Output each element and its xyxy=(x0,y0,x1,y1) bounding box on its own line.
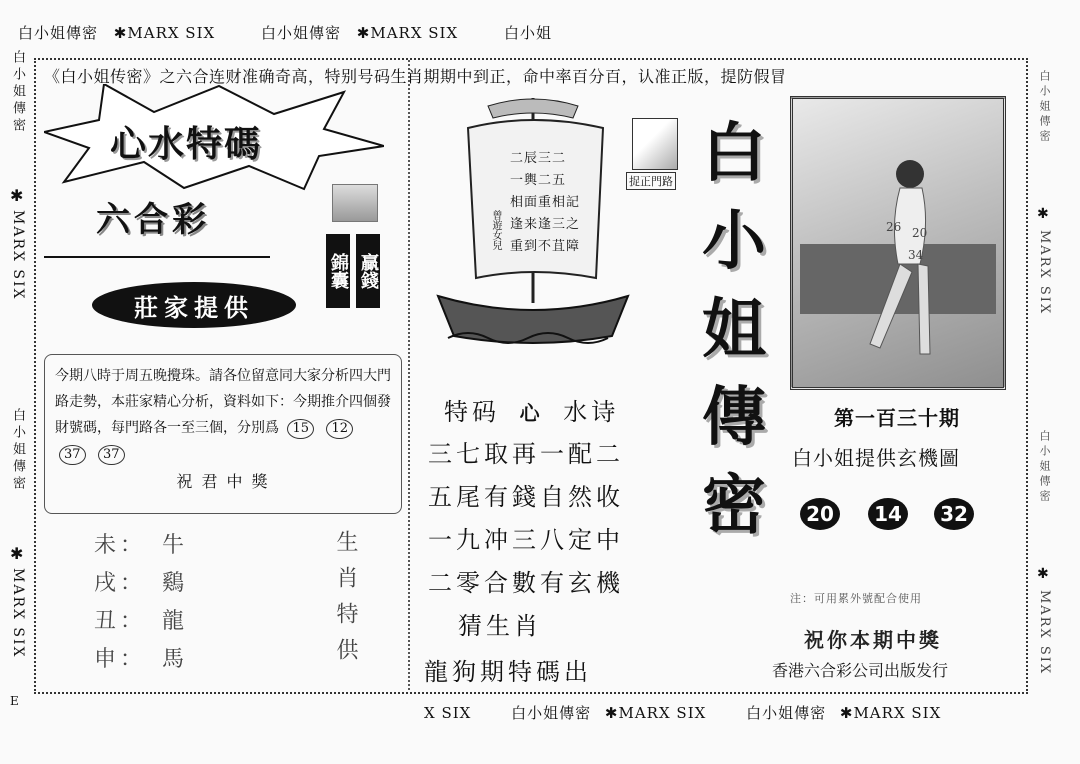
ship-side-note: 曾遊女兒 xyxy=(490,210,501,250)
right-wish: 祝你本期中獎 xyxy=(804,628,942,652)
side-label: 生肖特供 xyxy=(333,530,358,674)
colon: ： xyxy=(120,609,143,634)
right-vertical-en-bottom: MARX SIX xyxy=(1037,590,1052,676)
banner-text: MARX SIX xyxy=(618,704,707,722)
top-banner xyxy=(18,22,552,43)
tagline: 《白小姐传密》之六合连财准确奇高，特别号码生肖期期中到正，命中率百分百，认准正版，提防假冒 xyxy=(44,67,787,86)
number-circle: 15 xyxy=(287,419,314,439)
left-rule xyxy=(44,256,270,258)
corner-mark: E xyxy=(10,694,19,708)
number-circle: 12 xyxy=(326,419,353,439)
number-ball: 32 xyxy=(934,498,974,530)
poem-answer: 龍狗期特碼出 xyxy=(424,658,592,686)
asterisk-icon: ✱ xyxy=(10,544,24,563)
ship-poem-line: 二辰三二 xyxy=(510,151,567,166)
bottom-banner xyxy=(424,702,941,723)
animal: 牛 xyxy=(162,533,185,558)
notice-text: 今期八時于周五晚攪珠。請各位留意同大家分析四大門路走勢，本莊家精心分析，資料如下：今期推介四個發財號碼，每門路各一至三個，分別爲 xyxy=(55,368,391,436)
left-vertical-cn-bottom: 白小姐傳密 xyxy=(10,408,25,493)
photo-figure xyxy=(800,104,996,382)
poem-title-2: 心 xyxy=(519,401,544,425)
star-title: 心水特碼 xyxy=(110,124,263,165)
issue-label: 第一百三十期 xyxy=(834,406,960,430)
banner-text: MARX SIX xyxy=(853,704,942,722)
right-vertical-en-top: MARX SIX xyxy=(1037,230,1052,316)
right-vertical-cn-bottom: 白小姐傳密 xyxy=(1038,430,1051,505)
stamp-label: 捉正門路 xyxy=(626,172,676,190)
zodiac-list xyxy=(94,528,184,680)
left-vertical-en-bottom: MARX SIX xyxy=(10,568,26,659)
left-panel-divider xyxy=(408,60,410,690)
left-vertical-en-top: MARX SIX xyxy=(10,210,26,301)
branch: 申 xyxy=(94,647,117,672)
provider-label: 莊家提供 xyxy=(134,292,254,322)
duck-image xyxy=(332,184,378,222)
asterisk-icon: ✱ xyxy=(1037,206,1049,222)
left-vertical-cn-top: 白小姐傳密 xyxy=(10,50,25,135)
animal: 鷄 xyxy=(162,571,185,596)
banner-text: 白小姐 xyxy=(503,24,552,42)
publisher: 香港六合彩公司出版发行 xyxy=(772,661,949,680)
number-circle: 37 xyxy=(98,445,125,465)
number-ball: 20 xyxy=(800,498,840,530)
zodiac-row xyxy=(94,604,184,642)
banner-text: MARX SIX xyxy=(127,24,216,42)
banner-text: 白小姐傳密 xyxy=(746,704,827,722)
lottery-name: 六合彩 xyxy=(96,200,210,240)
colon: ： xyxy=(120,571,143,596)
poem-line: 五尾有錢自然收 xyxy=(428,483,624,511)
zodiac-row xyxy=(94,566,184,604)
notice-body xyxy=(55,363,391,467)
ship-poem-line: 逢来逢三之 xyxy=(510,217,581,232)
zodiac-row xyxy=(94,642,184,680)
ship-poem xyxy=(510,148,580,258)
right-vertical-cn-top: 白小姐傳密 xyxy=(1038,70,1051,145)
branch: 戌 xyxy=(94,571,117,596)
poem-line: 三七取再一配二 xyxy=(428,440,624,468)
stamp xyxy=(632,118,678,170)
banner-text: 白小姐傳密 xyxy=(511,704,592,722)
banner-text: 白小姐傳密 xyxy=(18,24,99,42)
poem-title-1: 特码 xyxy=(444,398,500,426)
asterisk-icon: ✱ xyxy=(839,704,854,722)
photo-number: 34 xyxy=(908,248,924,262)
animal: 龍 xyxy=(162,609,185,634)
colon: ： xyxy=(120,533,143,558)
asterisk-icon: ✱ xyxy=(10,186,24,205)
banner-text: 白小姐傳密 xyxy=(260,24,341,42)
animal: 馬 xyxy=(162,647,185,672)
poem-line: 一九冲三八定中 xyxy=(428,526,624,554)
footnote: 注：可用累外號配合使用 xyxy=(790,592,922,605)
poem-title xyxy=(444,392,619,427)
provider-pill xyxy=(92,282,296,328)
poem-title-3: 水诗 xyxy=(563,398,620,426)
big-title: 白小姐傳密 xyxy=(702,116,766,543)
notice-wish: 祝 君 中 獎 xyxy=(176,472,270,491)
badge-yingqian: 贏錢 xyxy=(356,234,380,308)
badge-jinnang: 錦囊 xyxy=(326,234,350,308)
ship-poem-line: 一輿二五 xyxy=(510,173,567,188)
photo-number: 20 xyxy=(912,226,928,240)
asterisk-icon: ✱ xyxy=(1037,566,1049,582)
zodiac-row xyxy=(94,528,184,566)
poem-line: 二零合數有玄機 xyxy=(428,569,624,597)
figure-head xyxy=(896,160,924,188)
poem-guess: 猜生肖 xyxy=(458,612,542,640)
number-circle: 37 xyxy=(59,445,86,465)
number-ball: 14 xyxy=(868,498,908,530)
colon: ： xyxy=(120,647,143,672)
notice-box xyxy=(44,354,402,514)
ship-poem-line: 重到不苴障 xyxy=(510,239,581,254)
banner-text: MARX SIX xyxy=(370,24,459,42)
asterisk-icon: ✱ xyxy=(356,24,371,42)
subtitle: 白小姐提供玄機圖 xyxy=(792,446,960,470)
branch: 丑 xyxy=(94,609,117,634)
photo-number: 26 xyxy=(886,220,902,234)
asterisk-icon: ✱ xyxy=(113,24,128,42)
ship-poem-line: 相面重相記 xyxy=(510,195,581,210)
asterisk-icon: ✱ xyxy=(604,704,619,722)
branch: 未 xyxy=(94,533,117,558)
banner-text: X SIX xyxy=(424,704,472,722)
